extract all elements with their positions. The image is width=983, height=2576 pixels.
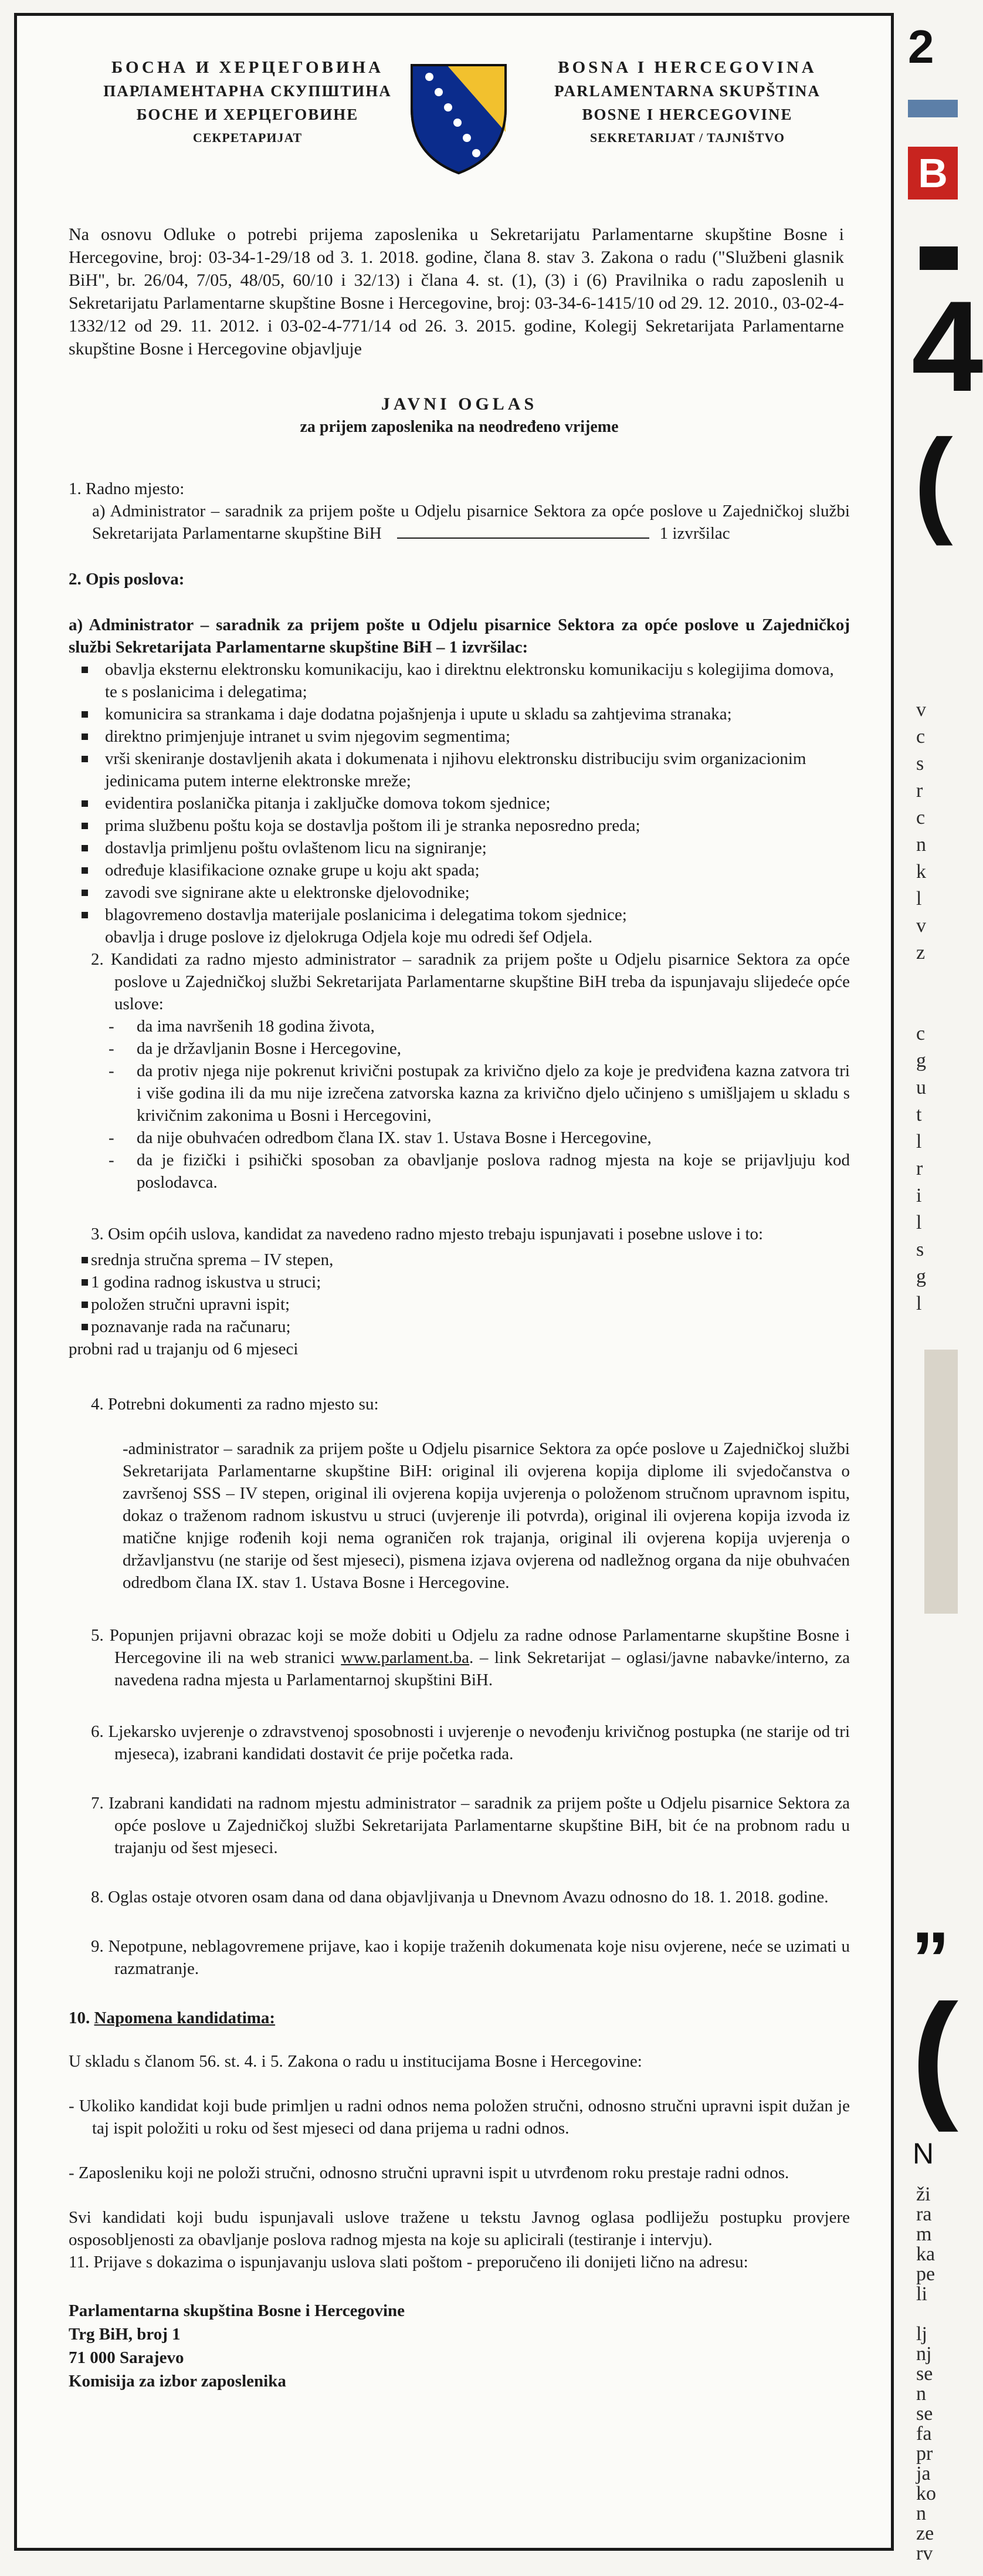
address-line: 71 000 Sarajevo bbox=[69, 2348, 184, 2367]
note-1: - Ukoliko kandidat koji bude primljen u radni odnos nema položen stručni, odnosno stručni upravni ispit dužan je taj ispit položiti u roku od šest mjeseci od dana prijema u radni odnos. bbox=[69, 2097, 850, 2138]
section-10-heading bbox=[69, 2007, 850, 2029]
letterhead-latin bbox=[509, 56, 866, 150]
strip-fragment: ži bbox=[916, 2183, 931, 2205]
job-advertisement bbox=[14, 13, 894, 2551]
strip-fragment: g bbox=[916, 1266, 926, 1287]
duty-item: blagovremeno dostavlja materijale poslanicima i delegatima tokom sjednice; bbox=[69, 904, 850, 926]
intro-paragraph: Na osnovu Odluke o potrebi prijema zaposlenika u Sekretarijatu Parlamentarne skupštine Bosne i Hercegovine, broj: 03-34-1-29/18 od 3. 1. 2018. godine, člana 8. stav 3. Zakona o radu ("Službeni glasnik BiH", br. 26/04, 7/05, 48/05, 60/10 i 32/13) i člana 4. st. (1), (3) i (6) Pravilnika o radu zaposlenih u Sekretarijatu Parlamentarne skupštine Bosne i Hercegovine, broj: 03-34-6-1415/10 od 29. 12. 2010., 03-02-4-1332/12 od 29. 11. 2012. i 03-02-4-771/14 od 26. 3. 2015. godine, Kolegij Sekretarijata Parlamentarne skupštine Bosne i Hercegovine objavljuje bbox=[69, 225, 844, 359]
duty-item: komunicira sa strankama i daje dodatna pojašnjenja i upute u skladu sa zahtjevima stranaka; bbox=[69, 703, 850, 725]
strip-fragment: n bbox=[916, 2503, 926, 2524]
strip-fragment: fa bbox=[916, 2423, 932, 2445]
strip-top-digit: 2 bbox=[908, 21, 934, 73]
section-6: 6. Ljekarsko uvjerenje o zdravstvenoj sposobnosti i uvjerenje o nevođenju krivičnog postupka (ne starije od tri mjeseca), izabrani kandidati dostavit će prije početka rada. bbox=[91, 1722, 850, 1763]
job-title: a) Administrator – saradnik za prijem pošte u Odjelu pisarnice Sektora za opće poslove u Zajedničkoj službi Sekretarijata Parlamentarne skupštine BiH – 1 izvršilac: bbox=[69, 616, 850, 657]
strip-fragment: k bbox=[916, 861, 926, 883]
strip-fragment: l bbox=[916, 1131, 922, 1152]
probation-note: probni rad u trajanju od 6 mjeseci bbox=[69, 1340, 299, 1358]
lh-line: SEKRETARIJAT / TAJNIŠTVO bbox=[589, 130, 785, 145]
section-9: 9. Nepotpune, neblagovremene prijave, kao i kopije traženih dokumenata koje nisu ovjerene, neće se uzimati u razmatranje. bbox=[91, 1937, 850, 1978]
blank-line bbox=[397, 537, 649, 539]
address-line: Komisija za izbor zaposlenika bbox=[69, 2372, 286, 2391]
strip-fragment: ra bbox=[916, 2203, 932, 2225]
section-4 bbox=[69, 1393, 850, 1594]
section-5 bbox=[69, 1624, 850, 1691]
lh-line: БОСНЕ И ХЕРЦЕГОВИНЕ bbox=[136, 106, 359, 123]
strip-fragment: l bbox=[916, 1293, 922, 1314]
special-condition: poznavanje rada na računaru; bbox=[69, 1316, 850, 1338]
section-5-text-end: . – link Sekretarijat – oglasi/javne nabavke/interno, za navedena radna mjesta u Parlamentarnoj skupštini BiH. bbox=[114, 1648, 850, 1689]
special-condition: 1 godina radnog iskustva u struci; bbox=[69, 1271, 850, 1293]
lh-line: BOSNE I HERCEGOVINE bbox=[582, 106, 793, 123]
strip-big-glyph: ( bbox=[911, 1975, 958, 2132]
section-2 bbox=[69, 568, 850, 1194]
strip-letter-n: N bbox=[913, 2137, 934, 2170]
coat-of-arms-icon bbox=[406, 62, 511, 176]
duty-item: evidentira poslanička pitanja i zaključke domova tokom sjednice; bbox=[69, 792, 850, 814]
general-condition: - da ima navršenih 18 godina života, bbox=[109, 1015, 850, 1037]
section-10 bbox=[69, 2007, 850, 2273]
strip-fragment: r bbox=[916, 780, 923, 802]
duty-item: zavodi sve signirane akte u elektronske djelovodnike; bbox=[69, 881, 850, 904]
duty-item: direktno primjenjuje intranet u svim njegovim segmentima; bbox=[69, 725, 850, 748]
strip-fragment: pe bbox=[916, 2263, 935, 2285]
address-line: Trg BiH, broj 1 bbox=[69, 2325, 181, 2344]
general-condition: - da je fizički i psihički sposoban za obavljanje poslova radnog mjesta na koje se prijavljuju kod poslodavca. bbox=[109, 1149, 850, 1194]
strip-fragment: c bbox=[916, 726, 926, 748]
strip-fragment: m bbox=[916, 2223, 932, 2245]
strip-fragment: u bbox=[916, 1077, 926, 1098]
strip-fragment: v bbox=[916, 699, 926, 721]
section-10-number: 10. bbox=[69, 2009, 94, 2027]
strip-red-tile: B bbox=[908, 147, 958, 200]
special-condition: srednja stručna sprema – IV stepen, bbox=[69, 1249, 850, 1271]
duties-list bbox=[69, 658, 850, 926]
strip-quote-glyph: „ bbox=[911, 1873, 950, 1959]
strip-fragment: s bbox=[916, 753, 924, 775]
lh-line: PARLAMENTARNA SKUPŠTINA bbox=[554, 82, 821, 100]
general-conditions-list bbox=[69, 1015, 850, 1194]
strip-fragment: l bbox=[916, 1212, 922, 1233]
strip-fragment: i bbox=[916, 1185, 922, 1206]
strip-fragment: s bbox=[916, 1239, 924, 1260]
strip-big-glyph: ( bbox=[914, 415, 953, 546]
note-3: Svi kandidati koji budu ispunjavali uslove tražene u tekstu Javnog oglasa podliježu postupku provjere osposobljenosti za obavljanje poslova radnog mjesta na koje su aplicirali (testiranje i intervju). bbox=[69, 2208, 850, 2249]
section-3 bbox=[69, 1223, 850, 1360]
lh-line: БОСНА И ХЕРЦЕГОВИНА bbox=[111, 58, 384, 77]
general-condition: - da protiv njega nije pokrenut krivični postupak za krivično djelo za koje je predviđena kazna zatvora tri i više godina ili da mu nije izrečena zatvorska kazna za krivično djelo učinjeno s umišljajem u skladu s krivičnim zakonima u Bosni i Hercegovini, bbox=[109, 1060, 850, 1127]
duty-item: prima službenu poštu koja se dostavlja poštom ili je stranka neposredno preda; bbox=[69, 814, 850, 837]
position-name: a) Administrator – saradnik za prijem pošte u Odjelu pisarnice Sektora za opće poslove u Zajedničkoj službi Sekretarijata Parlamentarne skupštine BiH bbox=[92, 502, 850, 543]
strip-fragment: t bbox=[916, 1104, 922, 1125]
section-1 bbox=[69, 478, 850, 545]
general-condition: - da nije obuhvaćen odredbom člana IX. stav 1. Ustava Bosne i Hercegovine, bbox=[109, 1127, 850, 1149]
parliament-website-link[interactable]: www.parlament.ba bbox=[341, 1648, 470, 1667]
general-conditions-intro: 2. Kandidati za radno mjesto administrator – saradnik za prijem pošte u Odjelu pisarnice Sektora za opće poslove u Zajedničkoj službi Sekretarijata Parlamentarne skupštine BiH treba da ispunjavaju slijedeće opće uslove: bbox=[91, 950, 850, 1013]
strip-fragment: se bbox=[916, 2363, 933, 2385]
strip-fragment: lj bbox=[916, 2323, 927, 2345]
letterhead bbox=[69, 44, 850, 179]
special-conditions-list bbox=[69, 1249, 850, 1338]
strip-fragment: z bbox=[916, 942, 926, 964]
strip-fragment: ze bbox=[916, 2523, 934, 2544]
lh-line: СЕКРЕТАРИЈАТ bbox=[192, 130, 303, 145]
adjacent-page-strip bbox=[908, 0, 983, 2576]
address-block bbox=[69, 2299, 850, 2393]
lh-line: ПАРЛАМЕНТАРНА СКУПШТИНА bbox=[103, 82, 392, 100]
strip-fragment: ja bbox=[916, 2463, 931, 2484]
law-reference: U skladu s članom 56. st. 4. i 5. Zakona o radu u institucijama Bosne i Hercegovine: bbox=[69, 2052, 642, 2071]
strip-fragment: pr bbox=[916, 2443, 933, 2465]
strip-fragment: li bbox=[916, 2283, 927, 2305]
note-2: - Zaposleniku koji ne položi stručni, odnosno stručni upravni ispit u utvrđenom roku prestaje radni odnos. bbox=[69, 2163, 789, 2182]
section-2-heading: 2. Opis poslova: bbox=[69, 570, 185, 589]
strip-fragment: v bbox=[916, 915, 926, 937]
section-4-heading: 4. Potrebni dokumenti za radno mjesto su: bbox=[91, 1395, 379, 1414]
strip-fragment: n bbox=[916, 834, 926, 856]
duty-item: dostavlja primljenu poštu ovlaštenom licu na signiranje; bbox=[69, 837, 850, 859]
duty-item: obavlja eksternu elektronsku komunikaciju, kao i direktnu elektronsku komunikaciju s kolegijima domova, te s poslanicima i delegatima; bbox=[69, 658, 850, 703]
strip-fragment: nj bbox=[916, 2343, 932, 2365]
special-condition: položen stručni upravni ispit; bbox=[69, 1293, 850, 1316]
strip-fragment: l bbox=[916, 888, 922, 910]
general-condition: - da je državljanin Bosne i Hercegovine, bbox=[109, 1037, 850, 1060]
strip-fragment: c bbox=[916, 807, 926, 829]
lh-line: BOSNA I HERCEGOVINA bbox=[558, 58, 817, 77]
ad-subtitle: za prijem zaposlenika na neodređeno vrijeme bbox=[300, 418, 619, 436]
strip-photo bbox=[924, 1350, 958, 1614]
section-10-title: Napomena kandidatima: bbox=[94, 2009, 276, 2027]
strip-fragment: ka bbox=[916, 2243, 935, 2265]
strip-fragment: r bbox=[916, 1158, 923, 1179]
strip-dark-bar bbox=[920, 246, 958, 270]
strip-blue-bar bbox=[908, 100, 958, 117]
section-1-item bbox=[69, 500, 850, 545]
strip-fragment: se bbox=[916, 2403, 933, 2425]
strip-fragment: g bbox=[916, 1050, 926, 1071]
required-documents: -administrator – saradnik za prijem pošte u Odjelu pisarnice Sektora za opće poslove u Zajedničkoj službi Sekretarijata Parlamentarne skupštine BiH: original ili ovjerena kopija diplome ili svjedočanstva o završenoj SSS – IV stepen, original ili ovjerena kopija uvjerenja o položenom stručnom upravnom ispitu, dokaz o traženom radnom iskustvu u struci (uvjerenje ili potvrda), original ili ovjerena kopija izvoda iz matične knjige rođenih koji nema ograničen rok trajanja, original ili ovjerena kopija uvjerenja o državljanstvu (ne starije od šest mjeseci), pismena izjava ovjerena od nadležnog organa da nije obuhvaćen odredbom člana IX. stav 1. Ustava Bosne i Hercegovine. bbox=[123, 1439, 850, 1592]
section-8: 8. Oglas ostaje otvoren osam dana od dana objavljivanja u Dnevnom Avazu odnosno do 18. 1. 2018. godine. bbox=[91, 1888, 829, 1906]
duty-item: vrši skeniranje dostavljenih akata i dokumenata i njihovu elektronsku distribuciju svim organizacionim jedinicama putem interne elektronske mreže; bbox=[69, 748, 850, 792]
ad-title: JAVNI OGLAS bbox=[381, 394, 538, 414]
section-1-heading: 1. Radno mjesto: bbox=[69, 479, 185, 498]
strip-fragment: n bbox=[916, 2383, 926, 2405]
duty-item: određuje klasifikacione oznake grupe u koju akt spada; bbox=[69, 859, 850, 881]
strip-fragment: c bbox=[916, 1023, 926, 1044]
section-7: 7. Izabrani kandidati na radnom mjestu administrator – saradnik za prijem pošte u Odjelu pisarnice Sektora za opće poslove u Zajedničkoj službi Sekretarijata Parlamentarne skupštine BiH, bit će na probnom radu u trajanju od šest mjeseci. bbox=[91, 1794, 850, 1857]
strip-fragment: ko bbox=[916, 2483, 936, 2504]
strip-fragment: rv bbox=[916, 2543, 933, 2564]
executor-count: 1 izvršilac bbox=[659, 524, 730, 543]
section-5-text: 5. Popunjen prijavni obrazac koji se može dobiti u Odjelu za radne odnose Parlamentarne skupštine Bosne i Hercegovine ili na web stranici bbox=[91, 1626, 850, 1667]
special-conditions-intro: 3. Osim općih uslova, kandidat za navedeno radno mjesto trebaju ispunjavati i posebne uslove i to: bbox=[91, 1225, 764, 1243]
address-line: Parlamentarna skupština Bosne i Hercegovine bbox=[69, 2301, 405, 2320]
strip-big-glyph: 4 bbox=[911, 274, 983, 418]
section-11: 11. Prijave s dokazima o ispunjavanju uslova slati poštom - preporučeno ili donijeti lično na adresu: bbox=[69, 2253, 748, 2271]
duties-tail: obavlja i druge poslove iz djelokruga Odjela koje mu odredi šef Odjela. bbox=[105, 928, 593, 946]
letterhead-cyrillic bbox=[69, 56, 426, 150]
